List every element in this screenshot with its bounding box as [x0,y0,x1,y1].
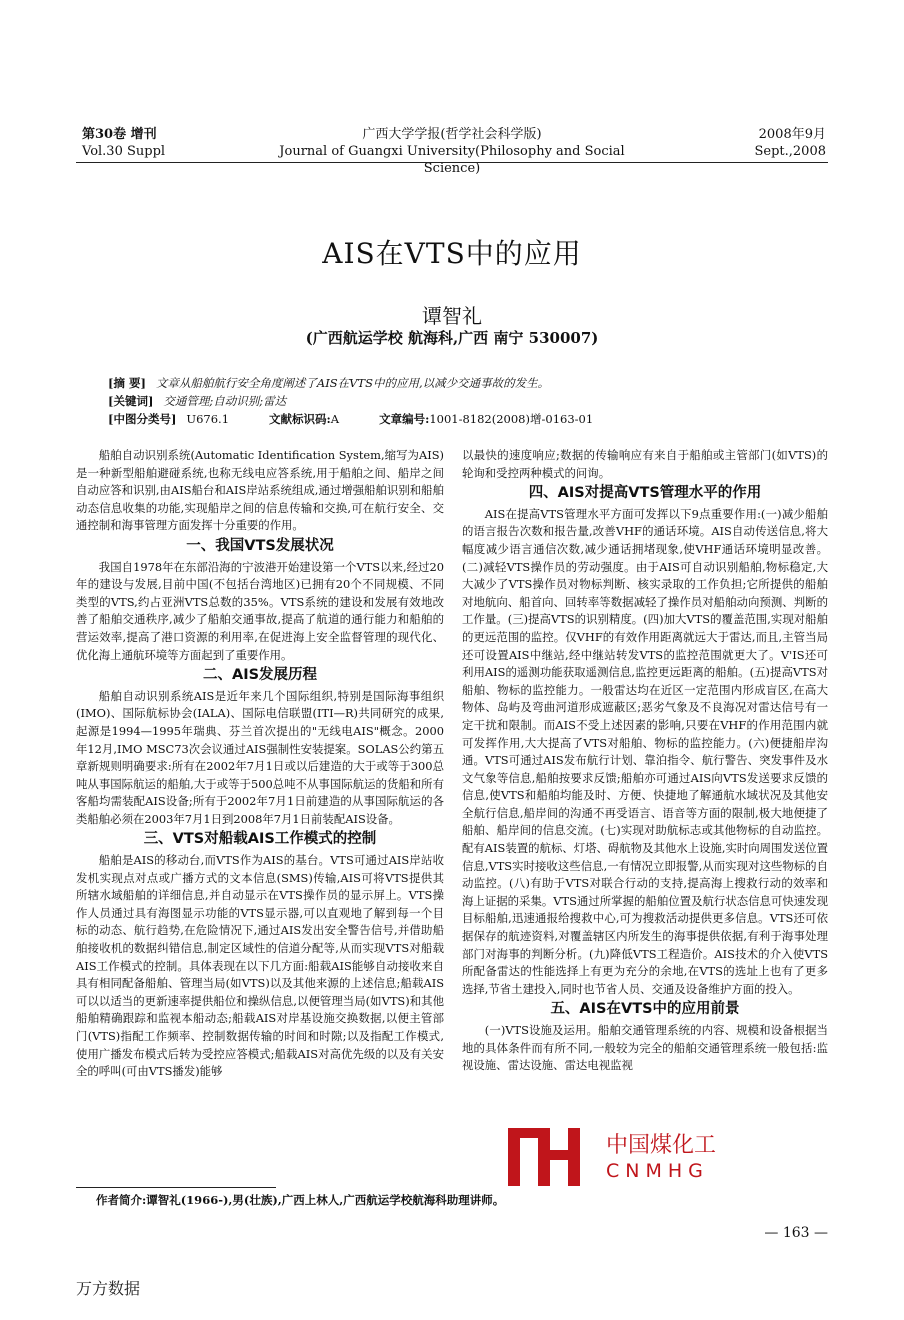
right-column [462,447,828,1075]
keywords-text: 交通管理;自动识别;雷达 [163,394,287,408]
journal-volume [82,126,165,160]
doc-code-label: 文献标识码: [269,412,331,426]
date-en: Sept.,2008 [754,144,826,159]
keywords-label: [关键词] [108,394,154,408]
abstract-text: 文章从船舶航行安全角度阐述了AIS在VTS中的应用,以减少交通事故的发生。 [155,376,550,390]
keywords [108,392,808,410]
author-name: 谭智礼 [422,304,482,328]
section-paragraph-2: 船舶自动识别系统AIS是近年来几个国际组织,特别是国际海事组织(IMO)、国际航标协会(IALA)、国际电信联盟(ITI—R)共同研究的成果,起源是1994—1995年瑞典、芬兰首次提出的"无线电AIS"概念。2000年12月,IMO MSC73次会议通过AIS强制性安装提案。SOLAS公约第五章新规则明确要求:所有在2002年7月1日或以后建造的大于或等于300总吨从事国际航运的船舶,大于或等于500总吨不从事国际航运的货船和所有客船均需装配AIS设备;所有于2002年7月1日前建造的从事国际航运的各类船舶必须在2003年7月1日到2008年7月1日前装配AIS设备。 [76,688,444,826]
article-no-value: 1001-8182(2008)增-0163-01 [429,412,594,426]
article-no-label: 文章编号: [379,412,430,426]
watermark-text-en: CNMHG [602,1160,713,1182]
page-number: — 163 — [764,1225,828,1241]
journal-name [250,126,654,177]
section-paragraph-3: 船舶是AIS的移动台,而VTS作为AIS的基台。VTS可通过AIS岸站收发机实现点对点或广播方式的文本信息(SMS)传输,AIS可将VTS提供其所辖水域船舶的详细信息,并自动显示在VTS操作员的显示屏上。VTS操作人员通过具有海图显示功能的VTS显示器,可以直观地了解到每一个目标的动态、航行趋势,在危险情况下,通过AIS发出安全警告信号,并借助船舶接收机的数据纠错信息,制定区域性的信道分配等,从而实现VTS对船载AIS工作模式的控制。具体表现在以下几方面:船载AIS能够自动接收来自具有相同配备船舶、管理当局(如VTS)以及其他来源的上述信息;船载AIS可以以适当的更新速率提供船位和操纵信息,以便管理当局(如VTS)和其他船舶精确跟踪和监视本船动态;船载AIS对岸基设施交换数据,以便主管部门(VTS)指配工作频率、控制数据传输的时间和时隙;以及指配工作模式,使用广播发布模式后转为受控应答模式;船载AIS对高优先级的以及有关安全的呼叫(可由VTS播发)能够 [76,853,444,1079]
volume-cn: 第30卷 增刊 [82,127,157,142]
volume-en: Vol.30 Suppl [82,144,166,159]
abstract-label: [摘 要] [108,376,146,390]
header-rule [76,162,828,163]
section-heading-1: 一、我国VTS发展状况 [186,537,334,554]
footnote-rule [76,1187,276,1188]
section-paragraph-1: 我国自1978年在东部沿海的宁波港开始建设第一个VTS以来,经过20年的建设与发展,目前中国(不包括台湾地区)已拥有20个不同规模、不同类型的VTS,约占亚洲VTS总数的35%。VTS系统的建设和发展有效地改善了船舶交通秩序,减少了船舶交通事故,提高了航道的通行能力和船舶的营运效率,提高了港口资源的利用率,在促进海上安全监督管理的现代化、优化海上通航环境等方面起到了重要作用。 [76,559,444,662]
continued-paragraph: 以最快的速度响应;数据的传输响应有来自于船舶或主管部门(如VTS)的轮询和受控两种模式的问询。 [462,448,828,480]
paper-title: AIS在VTS中的应用 [322,237,582,270]
author-footnote: 作者简介:谭智礼(1966-),男(壮族),广西上林人,广西航运学校航海科助理讲师。 [96,1193,505,1207]
section-heading-3: 三、VTS对船载AIS工作模式的控制 [143,831,377,848]
classification [108,410,808,428]
clc-value: U676.1 [186,412,230,426]
author-affiliation: (广西航运学校 航海科,广西 南宁 530007) [305,329,599,347]
journal-name-en: Journal of Guangxi University(Philosophy and Social Science) [279,144,625,176]
source-mark: 万方数据 [76,1279,141,1298]
section-heading-5: 五、AIS在VTS中的应用前景 [550,1001,740,1018]
watermark-logo [494,1124,824,1192]
date-cn: 2008年9月 [758,127,826,142]
section-heading-4: 四、AIS对提高VTS管理水平的作用 [528,485,762,502]
journal-date [700,126,826,160]
watermark-mark-icon [494,1124,594,1190]
abstract [108,374,808,392]
section-paragraph-5: (一)VTS设施及运用。船舶交通管理系统的内容、规模和设备根据当地的具体条件而有所不同,一般较为完全的船舶交通管理系统一般包括:监视设施、雷达设施、雷达电视监视 [462,1023,828,1073]
section-paragraph-4: AIS在提高VTS管理水平方面可发挥以下9点重要作用:(一)减少船舶的语言报告次数和报告量,改善VHF的通话环境。AIS自动传送信息,将大幅度减少语言通信次数,减少通话拥堵现象,使VHF通话环境明显改善。(二)减轻VTS操作员的劳动强度。由于AIS可自动识别船舶,物标稳定,大大减少了VTS操作员对物标判断、核实录取的工作负担;它所提供的船舶对地航向、船首向、回转率等数据减轻了操作员对船舶动向预测、判断的工作量。(三)提高VTS的识别精度。(四)加大VTS的覆盖范围,实现对船舶的更远范围的监控。仅VHF的有效作用距离就远大于雷达,而且,主管当局还可设置AIS中继站,经中继站转发VTS的监控范围就更大了。V'IS还可利用AIS的遥测功能获取遥测信息,监控更远距离的船舶。(五)提高VTS对船舶、物标的监控能力。一般雷达均在近区一定范围内形成盲区,在高大物体、岛屿及弯曲河道形成遮蔽区;恶劣气象及不良海况对雷达信号有一定干扰和限制。而AIS不受上述因素的影响,只要在VHF的作用范围内就可发挥作用,大大提高了VTS对船舶、物标的监控能力。(六)便捷船岸沟通。VTS可通过AIS发布航行计划、靠泊指令、航行警告、突发事件及水文气象等信息,船舶按要求反馈;船舶亦可通过AIS向VTS发送要求反馈的信息,使VTS和船舶均能及时、方便、快捷地了解通航水域状况及其他安全航行信息,船岸间的沟通不再受语言、语音等方面的限制,极大地便捷了船舶、船岸间的信息交流。(七)实现对助航标志或其他物标的自动监控。配有AIS装置的航标、灯塔、碍航物及其他水上设施,实时向周围发送位置信息,VTS实时接收这些信息,一有情况立即报警,从而实现对这些物标的自动监控。(八)有助于VTS对联合行动的支持,提高海上搜救行动的效率和海上证据的采集。VTS通过所掌握的船舶位置及航行状态信息可快速发现目标船舶,迅速通报给搜救中心,可为搜救活动提供更多信息。VTS还可依据保存的航迹资料,对覆盖辖区内所发生的海事提供依据,有利于海事处理部门对海事的判断分析。(九)降低VTS工程造价。AIS技术的介入使VTS所配备雷达的性能选择上有更为充分的余地,在VTS的选址上也有了更多选择,节省土建投入,同时也节省人员、交通及设备维护方面的投入。 [462,506,828,996]
left-column [76,447,444,1081]
intro-paragraph: 船舶自动识别系统(Automatic Identification System,缩写为AIS)是一种新型船舶避碰系统,也称无线电应答系统,用于船舶之间、船岸之间自动应答和识别,由AIS船台和AIS岸站系统组成,通过增强船舶识别和船舶动态信息收集的功能,实现船岸之间的信息传输和交换,可在航行安全、交通控制和海事管理方面发挥十分重要的作用。 [76,448,444,533]
doc-code-value: A [330,412,340,426]
watermark-text-cn: 中国煤化工 [602,1128,720,1159]
journal-name-cn: 广西大学学报(哲学社会科学版) [362,127,542,142]
clc-label: [中图分类号] [108,412,177,426]
section-heading-2: 二、AIS发展历程 [202,667,318,684]
